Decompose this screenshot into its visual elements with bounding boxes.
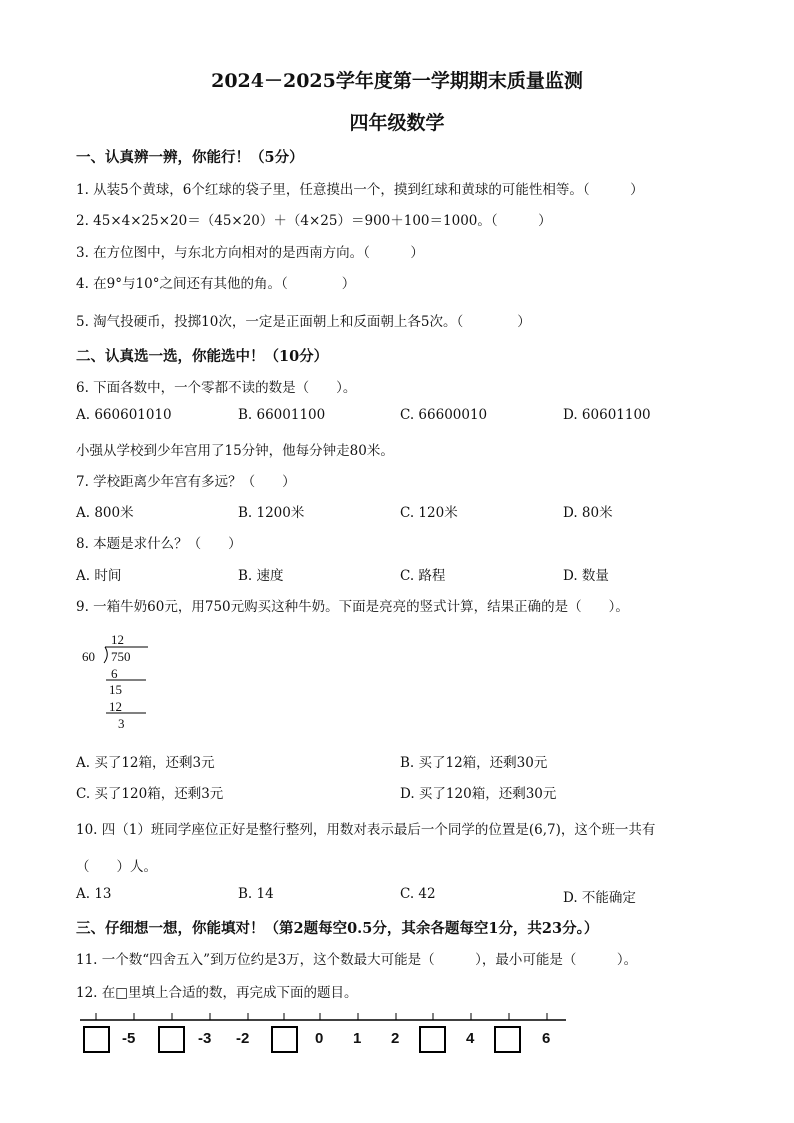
number-line-axis [78,1008,568,1022]
number-label: 2 [391,1030,400,1047]
division-remainder: 3 [118,716,125,731]
question-10-stem-cont: （ ）人。 [76,859,157,875]
q6-option-a: A. 660601010 [76,407,172,423]
question-10-stem: 10. 四（1）班同学座位正好是整行整列，用数对表示最后一个同学的位置是(6,7)，这个班一共有 [76,822,656,838]
number-label: 6 [542,1030,551,1047]
q9-option-c: C. 买了120箱，还剩3元 [76,786,224,802]
number-line [78,1008,568,1063]
answer-box[interactable] [158,1026,185,1053]
answer-box[interactable] [419,1026,446,1053]
question-12-stem: 12. 在□里填上合适的数，再完成下面的题目。 [76,985,358,1001]
division-divisor: 60 [82,649,95,664]
question-4: 4. 在9°与10°之间还有其他的角。（ ） [76,276,356,292]
question-3: 3. 在方位图中，与东北方向相对的是西南方向。（ ） [76,245,424,261]
q10-option-c: C. 42 [400,886,436,902]
question-8-stem: 8. 本题是求什么？（ ） [76,536,242,552]
number-label: -5 [122,1030,136,1047]
question-9-stem: 9. 一箱牛奶60元，用750元购买这种牛奶。下面是亮亮的竖式计算，结果正确的是（ ）。 [76,599,629,615]
answer-box[interactable] [494,1026,521,1053]
q7-option-d: D. 80米 [563,505,613,521]
q7-option-b: B. 1200米 [238,505,305,521]
number-label: 4 [466,1030,475,1047]
section-heading-judge: 一、认真辨一辨，你能行！（5分） [76,149,304,166]
q9-option-b: B. 买了12箱，还剩30元 [400,755,548,771]
number-label: 1 [353,1030,362,1047]
question-11: 11. 一个数“四舍五入”到万位约是3万，这个数最大可能是（ ），最小可能是（ ）。 [76,952,638,968]
exam-title: 2024－2025学年度第一学期期末质量监测 [211,70,583,92]
q10-option-a: A. 13 [76,886,112,902]
division-dividend: 750 [111,649,131,664]
q10-option-b: B. 14 [238,886,274,902]
passage-text: 小强从学校到少年宫用了15分钟，他每分钟走80米。 [76,443,394,459]
q10-option-d: D. 不能确定 [563,890,636,906]
question-6-stem: 6. 下面各数中，一个零都不读的数是（ ）。 [76,380,357,396]
q7-option-a: A. 800米 [76,505,134,521]
q8-option-a: A. 时间 [76,568,122,584]
q6-option-b: B. 66001100 [238,407,326,423]
exam-subtitle: 四年级数学 [349,112,445,134]
q8-option-c: C. 路程 [400,568,446,584]
question-7-stem: 7. 学校距离少年宫有多远？（ ） [76,474,296,490]
section-heading-fill: 三、仔细想一想，你能填对！（第2题每空0.5分，其余各题每空1分，共23分。） [76,920,599,937]
question-5: 5. 淘气投硬币，投掷10次，一定是正面朝上和反面朝上各5次。（ ） [76,314,531,330]
answer-box[interactable] [83,1026,110,1053]
number-label: 0 [315,1030,324,1047]
question-2: 2. 45×4×25×20＝（45×20）＋（4×25）＝900＋100＝1000。（ ） [76,213,552,229]
section-heading-choice: 二、认真选一选，你能选中！（10分） [76,348,329,365]
number-label: -3 [198,1030,212,1047]
division-quotient: 12 [111,632,124,647]
q6-option-d: D. 60601100 [563,407,651,423]
q8-option-d: D. 数量 [563,568,609,584]
division-step-1: 6 [111,666,118,681]
division-step-3: 12 [109,699,122,714]
q8-option-b: B. 速度 [238,568,284,584]
division-step-2: 15 [109,682,122,697]
number-label: -2 [236,1030,250,1047]
question-1: 1. 从装5个黄球，6个红球的袋子里，任意摸出一个，摸到红球和黄球的可能性相等。（ ） [76,182,644,198]
answer-box[interactable] [271,1026,298,1053]
q7-option-c: C. 120米 [400,505,458,521]
q6-option-c: C. 66600010 [400,407,488,423]
q9-option-a: A. 买了12箱，还剩3元 [76,755,215,771]
q9-option-d: D. 买了120箱，还剩30元 [400,786,557,802]
